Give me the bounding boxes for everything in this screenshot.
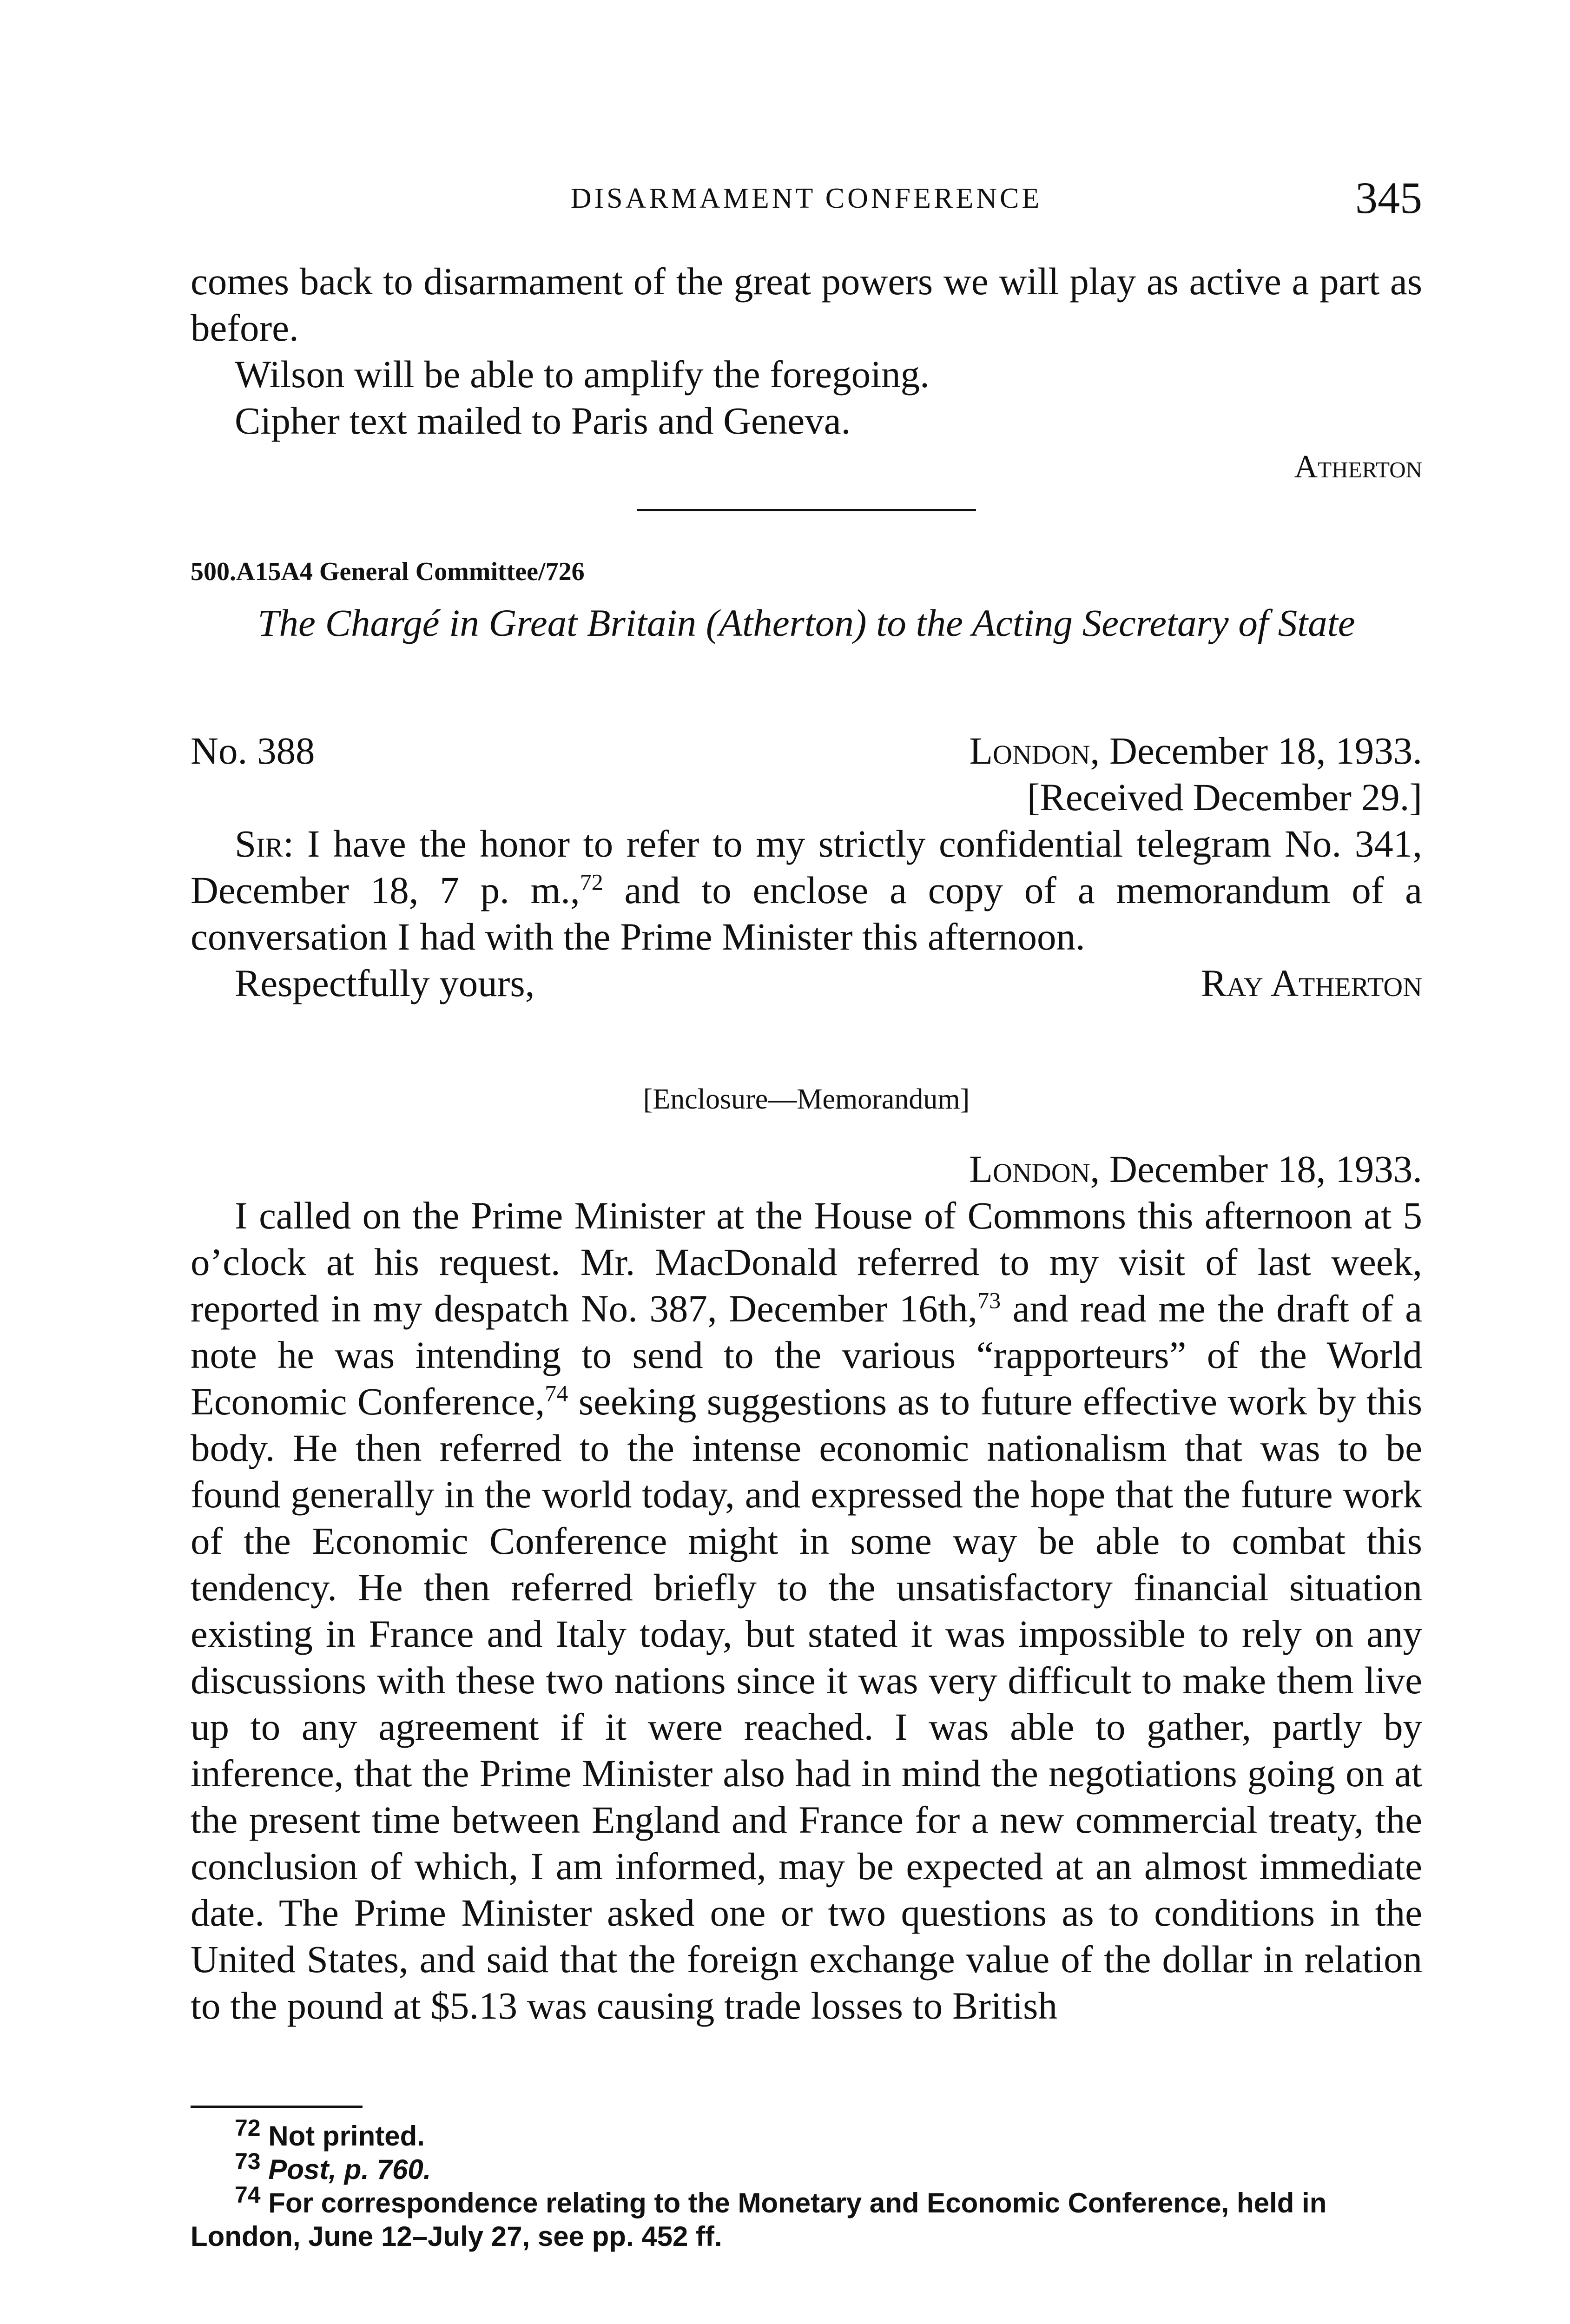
footnote-mark: 74 [235, 2182, 261, 2208]
document-heading: The Chargé in Great Britain (Atherton) to the Acting Secretary of State [257, 601, 1355, 644]
memorandum-paragraph [191, 1192, 1422, 2029]
dateline-date: , December 18, 1933. [1090, 729, 1422, 772]
enclosure-label: [Enclosure—Memorandum] [643, 1083, 970, 1115]
signature: Atherton [1294, 449, 1422, 485]
letter-body [191, 820, 1422, 960]
memo-text: I called on the Prime Minister at the House of Commons this afternoon at 5 o’clock at his request. Mr. MacDonald referred to my visit of last week, reported in my despatch No. 387, December 16th, [191, 1194, 1422, 1330]
running-title: DISARMAMENT CONFERENCE [570, 183, 1042, 214]
footnote-text: Not printed. [268, 2120, 425, 2152]
continuation-paragraph: Cipher text mailed to Paris and Geneva. [235, 399, 851, 442]
memo-text: and read me the draft of a note he was intending to send to the various “rapporteurs” of the World Economic Conference, [191, 1287, 1422, 1423]
footnote-mark: 72 [235, 2115, 261, 2141]
continuation-paragraph: comes back to disarmament of the great powers we will play as active a part as before. [191, 260, 1422, 349]
continuation-paragraph: Wilson will be able to amplify the foregoing. [235, 353, 930, 396]
footnote-ref: 73 [977, 1287, 1001, 1314]
letter-text: : I have the honor to refer to my strictly confidential telegram No. 341, December 18, 7 p. m., [191, 822, 1422, 911]
dateline-text [969, 727, 1422, 774]
signer: Ray Atherton [1201, 962, 1422, 1004]
dateline [191, 727, 1422, 820]
footnote-text: For correspondence relating to the Monetary and Economic Conference, held in London, June 12–July 27, see pp. 452 ff. [191, 2187, 1327, 2252]
running-header [191, 172, 1422, 228]
enclosure-place: London [969, 1148, 1090, 1190]
footnotes [191, 2115, 1422, 2253]
enclosure-date: , December 18, 1933. [1090, 1148, 1422, 1190]
memo-text: seeking suggestions as to future effective work by this body. He then referred to the intense economic nationalism that was to be found generally in the world today, and expressed the hope that the future work of the Economic Conference might in some way be able to combat this tendency. He then referred briefly to the unsatisfactory financial situation existing in France and Italy today, but stated it was impossible to rely on any discussions with these two nations since it was very difficult to make them live up to any agreement if it were reached. I was able to gather, partly by inference, that the Prime Minister also had in mind the negotiations going on at the present time between England and France for a new commercial treaty, the conclusion of which, I am informed, may be expected at an almost immediate date. The Prime Minister asked one or two questions as to conditions in the United States, and said that the foreign exchange value of the dollar in relation to the pound at $5.13 was causing trade losses to British [191, 1380, 1422, 2027]
file-reference: 500.A15A4 General Committee/726 [191, 557, 585, 586]
dateline-place: London [969, 729, 1090, 772]
footnote-divider [191, 2106, 363, 2108]
section-divider [637, 509, 976, 511]
footnote-mark: 73 [235, 2148, 261, 2174]
document-number: No. 388 [191, 729, 315, 772]
letter-text: and to enclose a copy of a memorandum of a conversation I had with the Prime Minister this afternoon. [191, 869, 1423, 958]
footnote-ref: 72 [580, 869, 603, 895]
received-note: [Received December 29.] [1027, 776, 1422, 819]
salutation: Sir [235, 822, 284, 865]
closing: Respectfully yours, [235, 962, 535, 1004]
footnote [191, 2148, 1422, 2186]
footnote-ref: 74 [545, 1380, 568, 1406]
closing-line [191, 960, 1422, 1006]
footnote-text: Post, p. 760. [268, 2154, 431, 2185]
enclosure-dateline [191, 1146, 1422, 1192]
footnote [191, 2182, 1422, 2253]
page-number: 345 [1355, 173, 1422, 223]
footnote [191, 2115, 1422, 2153]
continuation-text [191, 258, 1422, 490]
